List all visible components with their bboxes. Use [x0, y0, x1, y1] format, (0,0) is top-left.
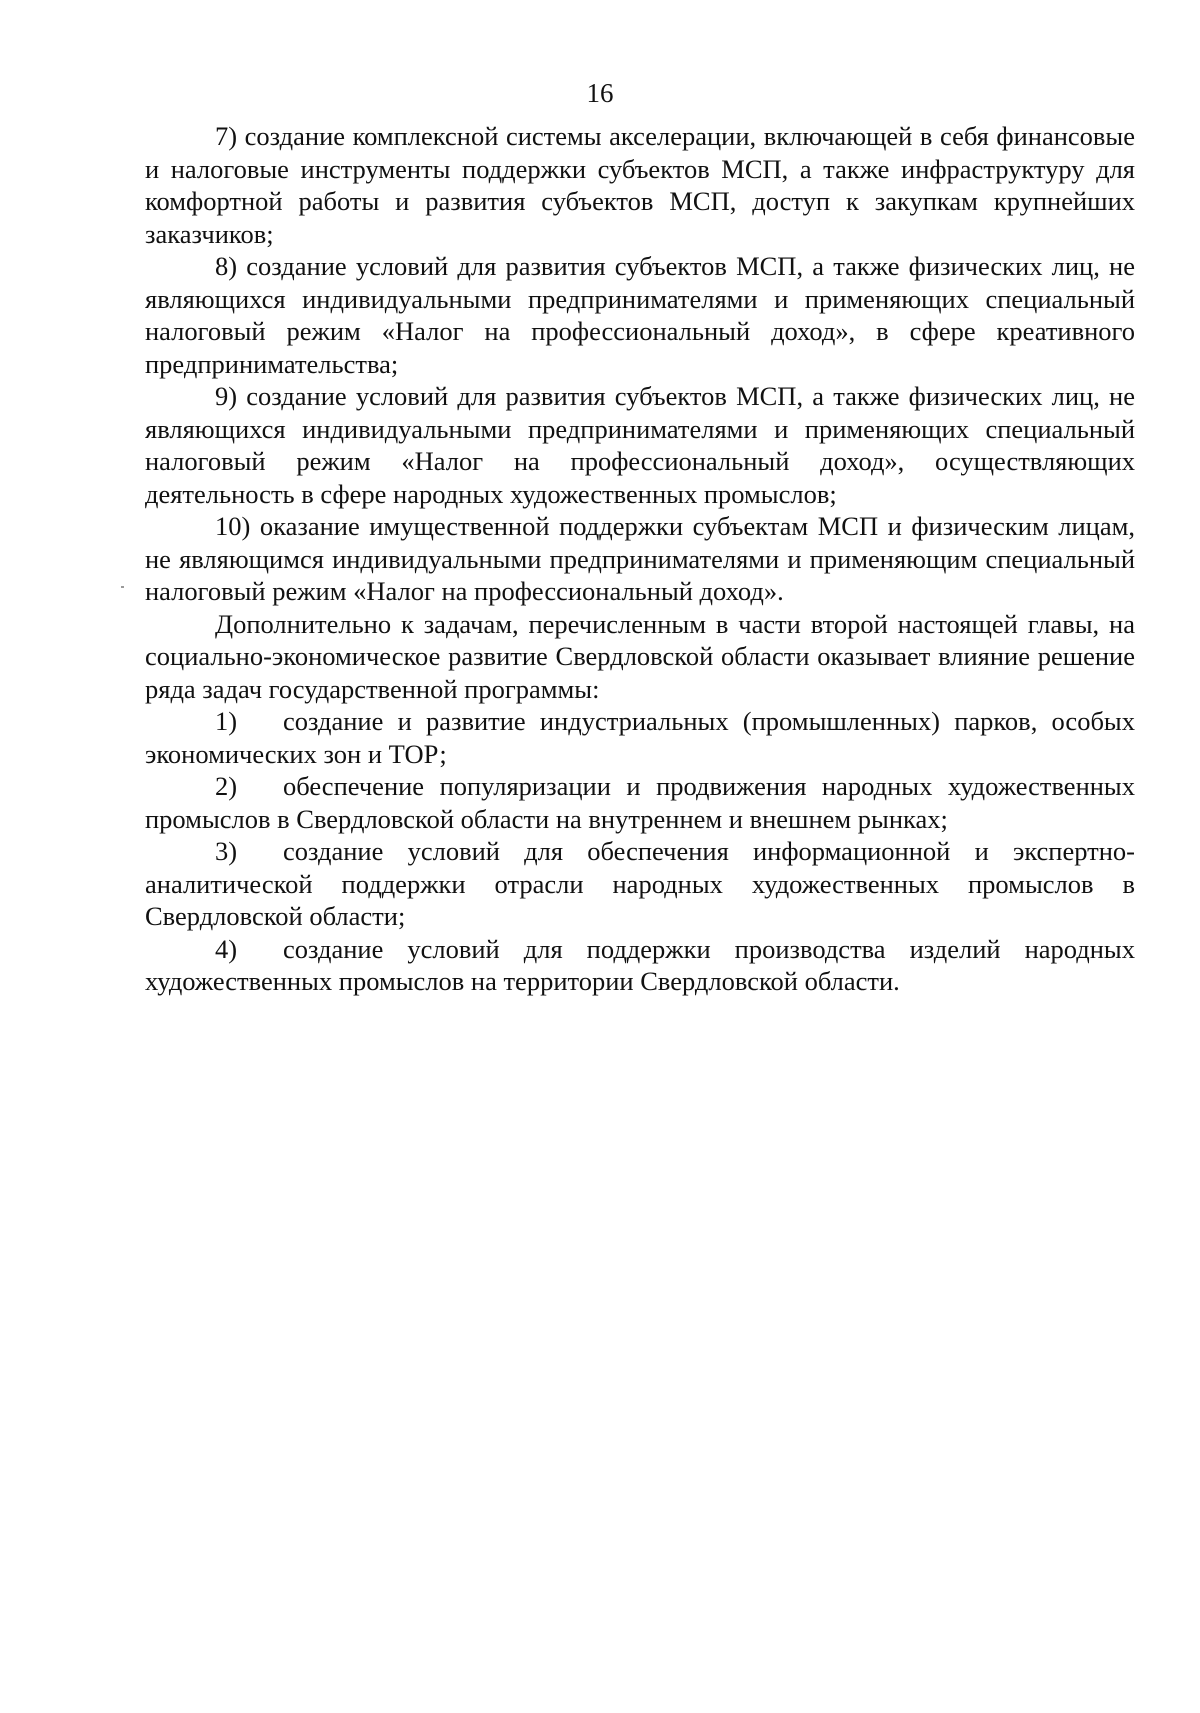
paragraph-item-10: 10) оказание имущественной поддержки субъектам МСП и физическим лицам, не являющимся индивидуальными предпринимателями и применяющим специальный налоговый режим «Налог на профессиональный доход».	[145, 511, 1135, 606]
additional-task-text: создание и развитие индустриальных (промышленных) парков, особых экономических зон и ТОР;	[145, 706, 1135, 769]
additional-task-number: 2)	[215, 771, 238, 801]
paragraph-item-7: 7) создание комплексной системы акселерации, включающей в себя финансовые и налоговые инструменты поддержки субъектов МСП, а также инфраструктуру для комфортной работы и развития субъектов МСП, доступ к закупкам крупнейших заказчиков;	[145, 121, 1135, 249]
additional-task-number: 3)	[215, 836, 238, 866]
document-body	[145, 120, 1135, 998]
additional-task-3	[145, 835, 1135, 933]
paragraph-item-8: 8) создание условий для развития субъектов МСП, а также физических лиц, не являющихся индивидуальными предпринимателями и применяющих специальный налоговый режим «Налог на профессиональный доход», в сфере креативного предпринимательства;	[145, 251, 1135, 379]
additional-task-4	[145, 933, 1135, 998]
scan-artifact-mark	[121, 586, 124, 588]
page-number: 16	[586, 78, 614, 108]
additional-task-text: обеспечение популяризации и продвижения народных художественных промыслов в Свердловской области на внутреннем и внешнем рынках;	[145, 771, 1135, 834]
additional-task-number: 4)	[215, 933, 238, 964]
paragraph-item-9: 9) создание условий для развития субъектов МСП, а также физических лиц, не являющихся индивидуальными предпринимателями и применяющих специальный налоговый режим «Налог на профессиональный доход», осуществляющих деятельность в сфере народных художественных промыслов;	[145, 381, 1135, 509]
additional-task-text: создание условий для обеспечения информационной и экспертно-аналитической поддержки отрасли народных художественных промыслов в Свердловской области;	[145, 836, 1135, 931]
additional-task-number: 1)	[215, 706, 238, 736]
additional-task-text: создание условий для поддержки производства изделий народных художественных промыслов на территории Свердловской области.	[145, 933, 1135, 996]
paragraph-additional-intro: Дополнительно к задачам, перечисленным в части второй настоящей главы, на социально-экономическое развитие Свердловской области оказывает влияние решение ряда задач государственной программы:	[145, 608, 1135, 704]
additional-task-1	[145, 705, 1135, 770]
additional-task-2	[145, 770, 1135, 835]
